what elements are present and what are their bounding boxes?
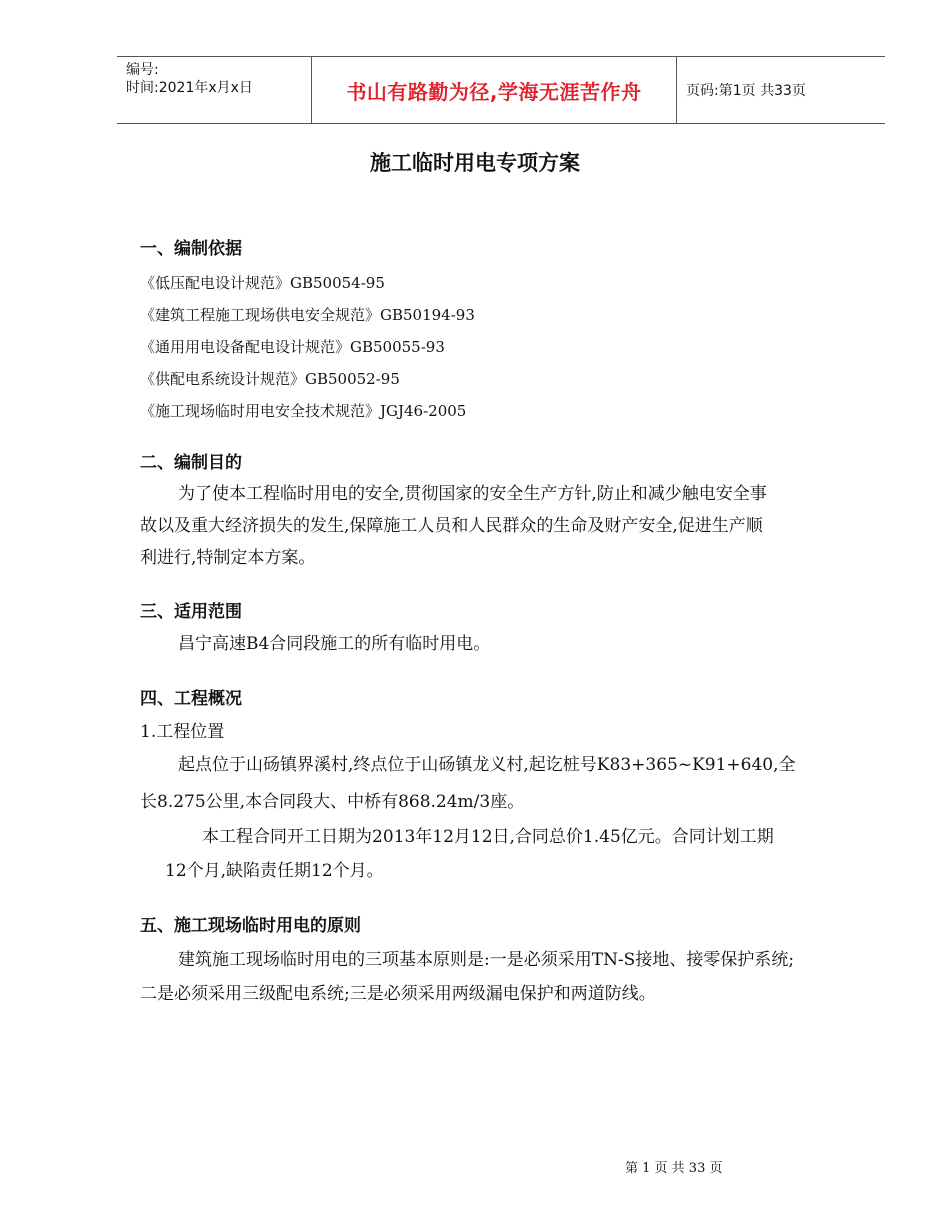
reference-item: 《通用用电设备配电设计规范》GB50055-93 [140,338,445,356]
header-number: 编号: [126,62,159,78]
document-title: 施工临时用电专项方案 [370,151,580,175]
principles-line: 建筑施工现场临时用电的三项基本原则是:一是必须采用TN-S接地、接零保护系统; [178,950,795,970]
overview-subheading: 1.工程位置 [140,722,225,742]
overview-line: 12个月,缺陷责任期12个月。 [165,861,384,881]
page-footer: 第 1 页 共 33 页 [625,1161,723,1176]
page-header [117,56,885,124]
section-heading-purpose: 二、编制目的 [140,453,242,473]
reference-item: 《施工现场临时用电安全技术规范》JGJ46-2005 [140,402,467,420]
section-heading-principles: 五、施工现场临时用电的原则 [140,916,361,936]
overview-line: 长8.275公里,本合同段大、中桥有868.24m/3座。 [140,792,525,812]
purpose-line: 为了使本工程临时用电的安全,贯彻国家的安全生产方针,防止和减少触电安全事 [178,484,767,504]
purpose-line: 故以及重大经济损失的发生,保障施工人员和人民群众的生命及财产安全,促进生产顺 [140,516,763,536]
overview-line: 起点位于山砀镇界溪村,终点位于山砀镇龙义村,起讫桩号K83+365~K91+640,全 [178,755,796,775]
reference-item: 《低压配电设计规范》GB50054-95 [140,274,385,292]
section-heading-overview: 四、工程概况 [140,689,242,709]
header-meta [117,57,312,123]
header-motto: 书山有路勤为径,学海无涯苦作舟 [312,57,677,123]
section-heading-basis: 一、编制依据 [140,239,242,259]
reference-item: 《供配电系统设计规范》GB50052-95 [140,370,400,388]
section-heading-scope: 三、适用范围 [140,602,242,622]
purpose-line: 利进行,特制定本方案。 [140,548,316,568]
header-page-info: 页码:第1页 共33页 [686,83,806,99]
header-time: 时间:2021年x月x日 [126,80,253,96]
reference-item: 《建筑工程施工现场供电安全规范》GB50194-93 [140,306,475,324]
principles-line: 二是必须采用三级配电系统;三是必须采用两级漏电保护和两道防线。 [140,984,656,1004]
scope-line: 昌宁高速B4合同段施工的所有临时用电。 [178,634,491,654]
overview-line: 本工程合同开工日期为2013年12月12日,合同总价1.45亿元。合同计划工期 [202,827,774,847]
